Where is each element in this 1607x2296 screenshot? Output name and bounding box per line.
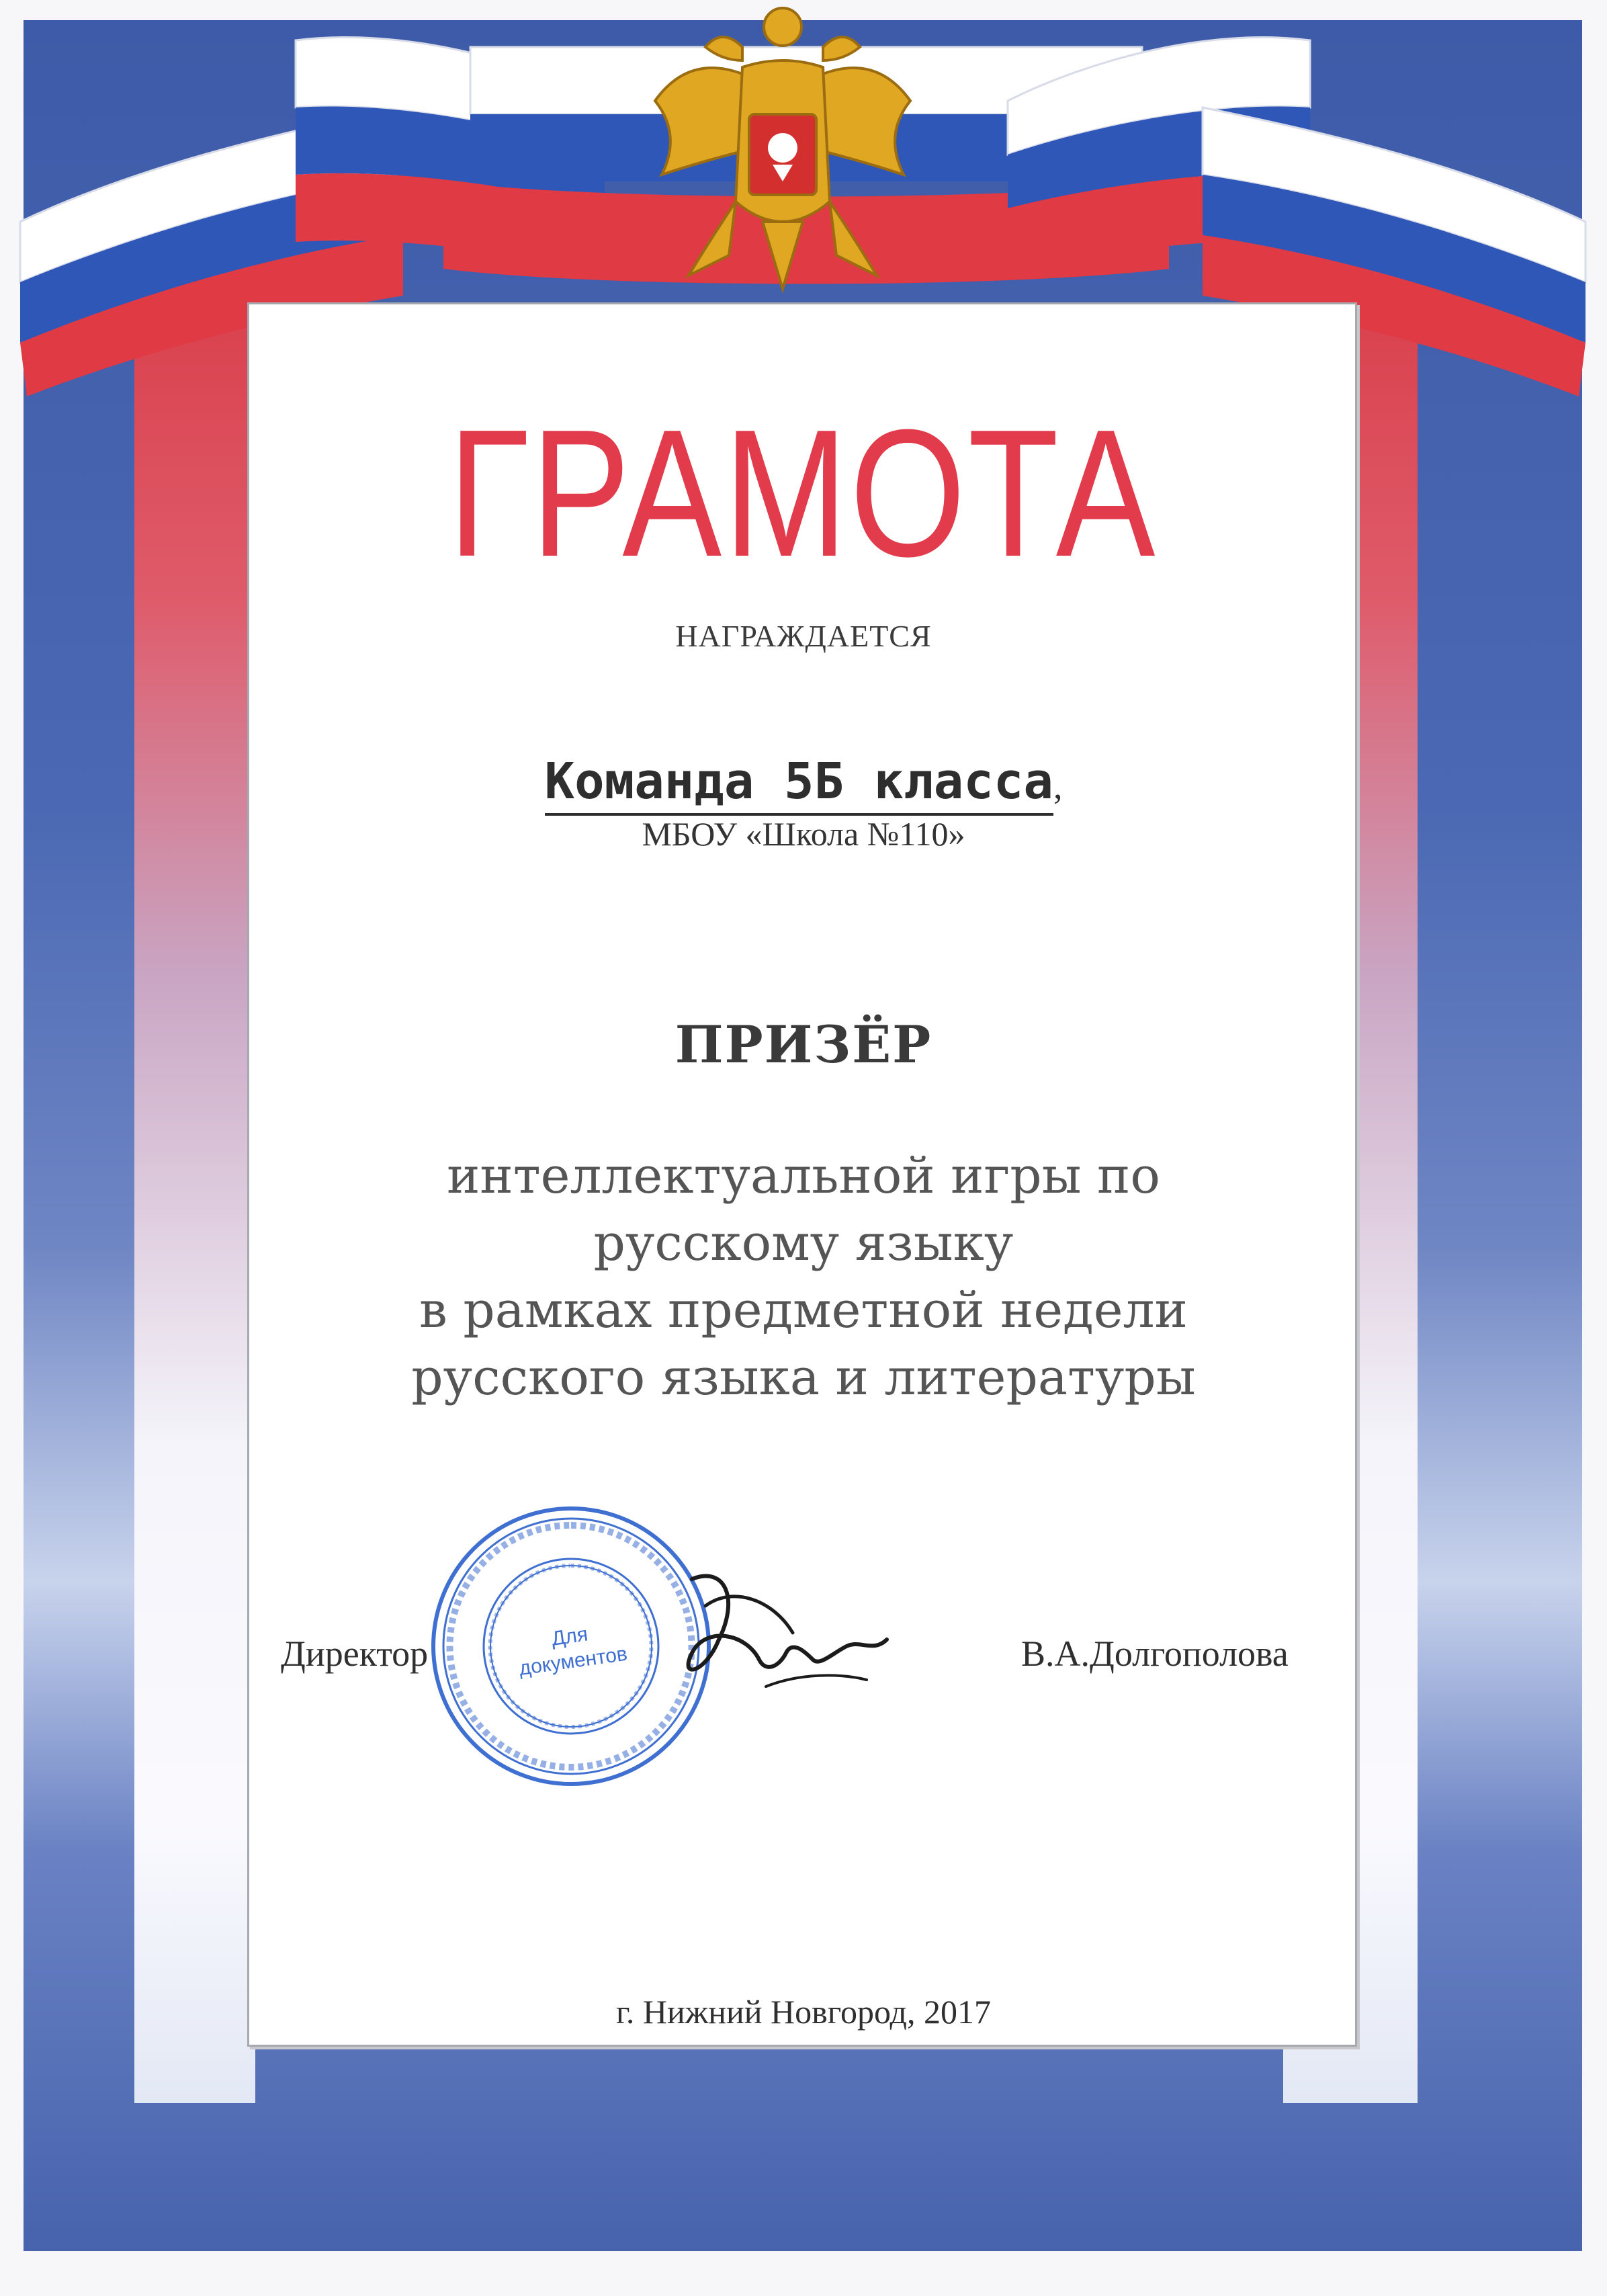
handwritten-signature-icon: [665, 1559, 894, 1713]
recipient-name: Команда 5Б класса: [545, 753, 1053, 816]
description-line: русского языка и литературы: [411, 1349, 1196, 1406]
award-title: ПРИЗЁР: [675, 1015, 932, 1074]
recipient-line: [0, 753, 1607, 816]
award-description: [0, 1142, 1607, 1411]
stamp-center-line1: Для: [550, 1623, 590, 1650]
description-line: русскому языку: [593, 1214, 1014, 1272]
place-and-year: г. Нижний Новгород, 2017: [615, 1993, 992, 2031]
description-line: в рамках предметной недели: [419, 1281, 1188, 1339]
stamp-center-line2: документов: [517, 1642, 629, 1680]
recipient-suffix: ,: [1053, 766, 1063, 806]
description-line: интеллектуальной игры по: [447, 1147, 1160, 1205]
signatory-role: Директор: [281, 1633, 429, 1674]
double-headed-eagle-icon: [642, 0, 924, 296]
signatory-name: В.А.Долгополова: [1021, 1633, 1289, 1674]
school-name: МБОУ «Школа №110»: [642, 815, 965, 853]
awarded-label: НАГРАЖДАЕТСЯ: [675, 619, 932, 653]
certificate-title: ГРАМОТА: [448, 392, 1158, 595]
